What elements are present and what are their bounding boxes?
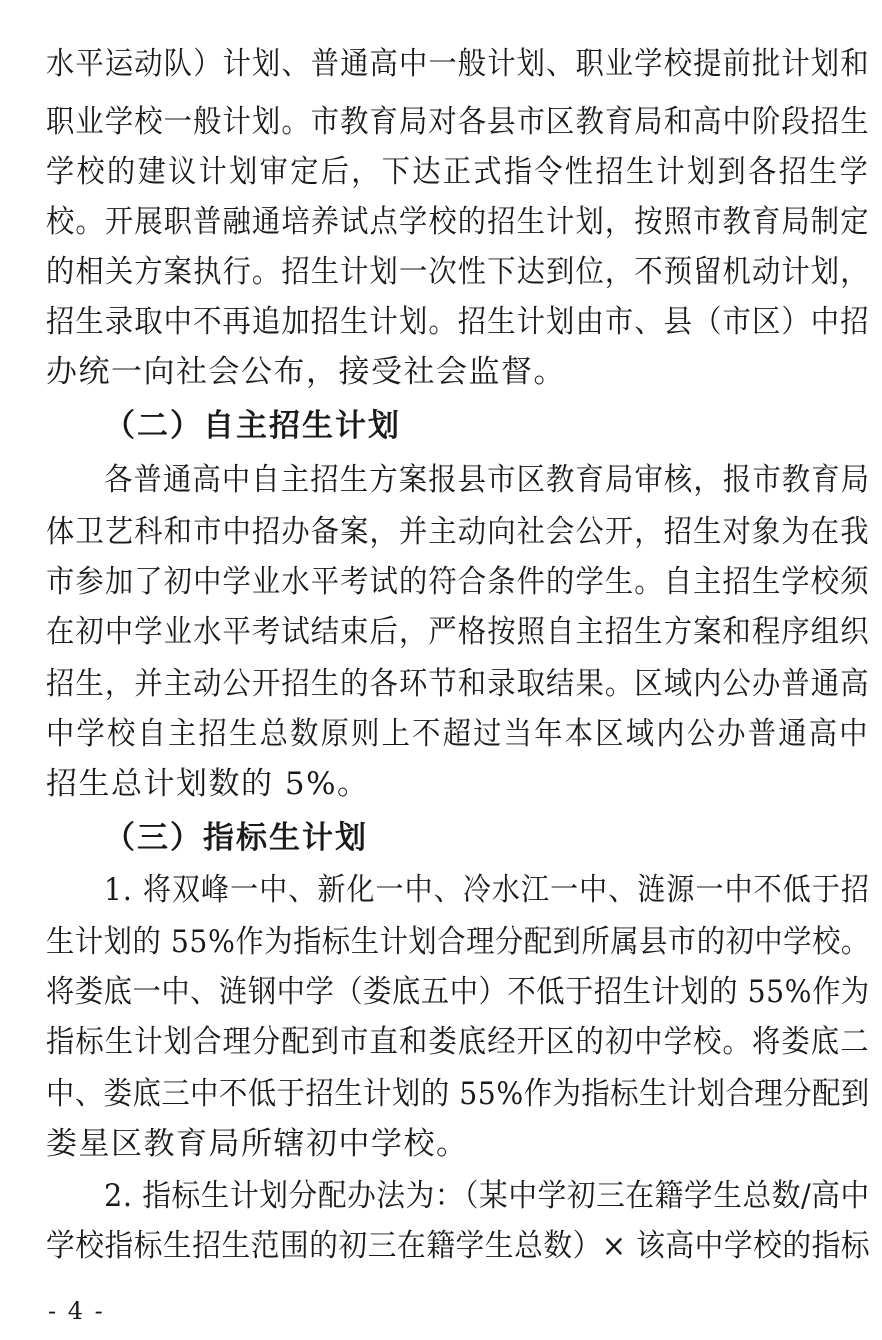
paragraph-line: 中、娄底三中不低于招生计划的 55%作为指标生计划合理分配到	[46, 1076, 870, 1112]
paragraph-line: 职业学校一般计划。市教育局对各县市区教育局和高中阶段招生	[46, 104, 870, 140]
paragraph-line: 学校指标生招生范围的初三在籍学生总数）× 该高中学校的指标	[46, 1228, 871, 1264]
paragraph-line: 指标生计划合理分配到市直和娄底经开区的初中学校。将娄底二	[46, 1024, 870, 1060]
paragraph-line: 校。开展职普融通培养试点学校的招生计划，按照市教育局制定	[46, 204, 870, 240]
paragraph-line: 2. 指标生计划分配办法为：（某中学初三在籍学生总数/高中	[104, 1178, 870, 1214]
paragraph-line: 的相关方案执行。招生计划一次性下达到位，不预留机动计划，	[46, 254, 870, 290]
paragraph-line: 1. 将双峰一中、新化一中、冷水江一中、涟源一中不低于招	[104, 872, 871, 908]
paragraph-line: 招生，并主动公开招生的各环节和录取结果。区域内公办普通高	[46, 666, 870, 702]
paragraph-line: 在初中学业水平考试结束后，严格按照自主招生方案和程序组织	[46, 614, 870, 650]
paragraph-line: 市参加了初中学业水平考试的符合条件的学生。自主招生学校须	[46, 564, 870, 600]
paragraph-line: 各普通高中自主招生方案报县市区教育局审核，报市教育局	[104, 462, 871, 498]
paragraph-line: 生计划的 55%作为指标生计划合理分配到所属县市的初中学校。	[46, 924, 870, 960]
paragraph-line: 将娄底一中、涟钢中学（娄底五中）不低于招生计划的 55%作为	[46, 974, 870, 1010]
paragraph-line: 招生录取中不再追加招生计划。招生计划由市、县（市区）中招	[46, 304, 870, 340]
section-heading-3: （三）指标生计划	[104, 820, 368, 856]
paragraph-line: 体卫艺科和市中招办备案，并主动向社会公开，招生对象为在我	[46, 514, 870, 550]
paragraph-line: 学校的建议计划审定后，下达正式指令性招生计划到各招生学	[46, 154, 871, 190]
paragraph-line: 中学校自主招生总数原则上不超过当年本区域内公办普通高中	[46, 716, 870, 752]
paragraph-line: 办统一向社会公布，接受社会监督。	[46, 354, 566, 390]
paragraph-line: 水平运动队）计划、普通高中一般计划、职业学校提前批计划和	[46, 46, 870, 82]
page-number: - 4 -	[48, 1297, 105, 1325]
paragraph-line: 娄星区教育局所辖初中学校。	[46, 1126, 469, 1162]
section-heading-2: （二）自主招生计划	[104, 408, 401, 444]
paragraph-line: 招生总计划数的 5%。	[46, 766, 370, 802]
